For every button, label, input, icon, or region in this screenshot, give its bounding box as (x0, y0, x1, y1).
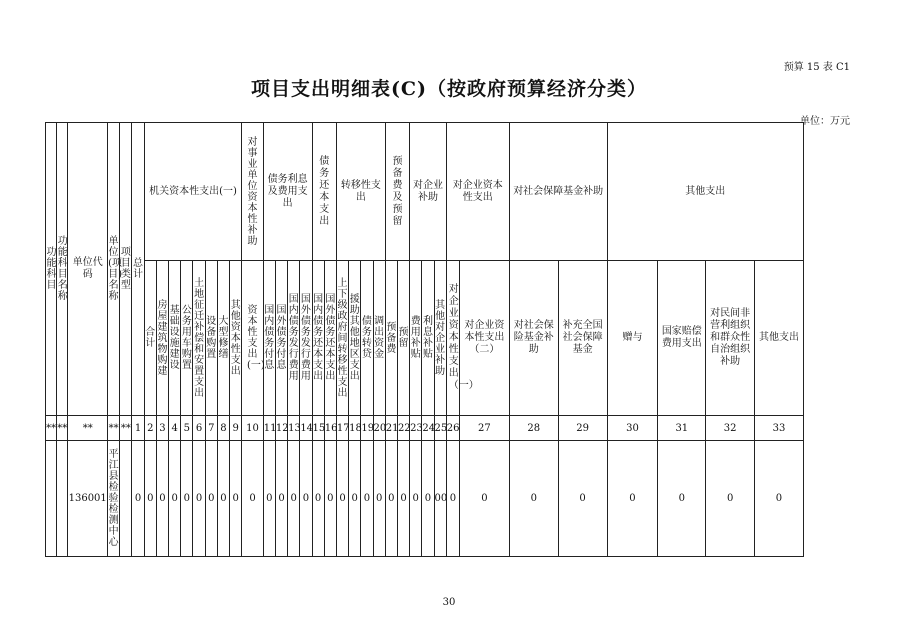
group-reserve: 预备费及预留 (385, 123, 409, 261)
column-number: 12 (275, 416, 287, 441)
value-cell: 0 (169, 441, 181, 557)
code-cell: ** (68, 416, 108, 441)
header-total: 总计 (132, 123, 144, 416)
subheader: 国内债务还本支出 (312, 261, 324, 416)
column-number: 6 (193, 416, 205, 441)
header-func-name: 功能科目名称 (57, 123, 68, 416)
subheader: 其他支出 (755, 261, 804, 416)
value-cell: 0 (755, 441, 804, 557)
column-number: 21 (385, 416, 397, 441)
header-project-type: 项目类型 (120, 123, 132, 416)
subheader: 补充全国社会保障基金 (558, 261, 607, 416)
value-cell: 0 (373, 441, 385, 557)
value-cell: 0 (349, 441, 361, 557)
subheader: 房屋建筑物购建 (156, 261, 168, 416)
subheader: 对社会保险基金补助 (509, 261, 558, 416)
column-number: 5 (181, 416, 193, 441)
group-capital-expenditure: 机关资本性支出(一) (144, 123, 242, 261)
subheader: 国内债务发行费用 (288, 261, 300, 416)
value-cell: 0 (132, 441, 144, 557)
value-cell: 0 (361, 441, 373, 557)
column-number: 23 (410, 416, 422, 441)
subheader: 国内债务付息 (263, 261, 275, 416)
column-number: 1 (132, 416, 144, 441)
value-cell: 0 (558, 441, 607, 557)
value-cell: 0 (217, 441, 229, 557)
header-func-code: 功能科目 (46, 123, 57, 416)
page-title: 项目支出明细表(C)（按政府预算经济分类） (250, 78, 648, 100)
column-number: 16 (324, 416, 336, 441)
column-number: 30 (607, 416, 658, 441)
subheader: 设备购置 (205, 261, 217, 416)
column-number: 15 (312, 416, 324, 441)
value-cell: 0 (336, 441, 348, 557)
column-number: 14 (300, 416, 312, 441)
value-cell: 0 (410, 441, 422, 557)
subheader: 土地征迁补偿和安置支出 (193, 261, 205, 416)
value-cell: 00 (434, 441, 446, 557)
subheader: 其他对企业补助 (434, 261, 446, 416)
column-number: 22 (397, 416, 409, 441)
column-number: 26 (446, 416, 459, 441)
subheader: 赠与 (607, 261, 658, 416)
value-cell: 0 (275, 441, 287, 557)
value-cell: 0 (263, 441, 275, 557)
value-cell: 0 (658, 441, 706, 557)
func-code-cell (46, 441, 57, 557)
column-number: 2 (144, 416, 156, 441)
subheader: 国家赔偿费用支出 (658, 261, 706, 416)
project-type-cell (120, 441, 132, 557)
subheader: 债务转贷 (361, 261, 373, 416)
column-number: 19 (361, 416, 373, 441)
func-name-cell (57, 441, 68, 557)
expenditure-table (45, 122, 851, 557)
value-cell: 0 (288, 441, 300, 557)
group-enterprise-subsidy: 对企业补助 (410, 123, 447, 261)
column-number: 4 (169, 416, 181, 441)
column-number: 28 (509, 416, 558, 441)
unit-label: 单位：万元 (800, 116, 850, 127)
value-cell: 0 (205, 441, 217, 557)
group-debt-principal: 债务还本支出 (312, 123, 336, 261)
value-cell: 0 (300, 441, 312, 557)
subheader: 公务用车购置 (181, 261, 193, 416)
value-cell: 0 (706, 441, 755, 557)
group-other-expenditure: 其他支出 (607, 123, 803, 261)
value-cell: 0 (422, 441, 434, 557)
code-cell: ** (46, 416, 57, 441)
code-cell: ** (120, 416, 132, 441)
value-cell: 0 (509, 441, 558, 557)
column-number: 10 (242, 416, 263, 441)
subheader: 预留 (397, 261, 409, 416)
value-cell: 0 (397, 441, 409, 557)
subheader: 合计 (144, 261, 156, 416)
table-row (46, 441, 851, 557)
column-number: 32 (706, 416, 755, 441)
subheader: 上下级政府间转移性支出 (336, 261, 348, 416)
column-number: 27 (459, 416, 509, 441)
column-number: 25 (434, 416, 446, 441)
value-cell: 0 (446, 441, 459, 557)
value-cell: 0 (459, 441, 509, 557)
subheader: 调出资金 (373, 261, 385, 416)
header-unit-name: 单位(项目)名称 (108, 123, 120, 416)
column-number: 24 (422, 416, 434, 441)
subheader: 预备费 (385, 261, 397, 416)
code-cell: ** (108, 416, 120, 441)
column-number: 29 (558, 416, 607, 441)
code-cell: ** (57, 416, 68, 441)
value-cell: 0 (181, 441, 193, 557)
group-enterprise-capital: 对企业资本性支出 (446, 123, 509, 261)
subheader: 对民间非营利组织和群众性自治组织补助 (706, 261, 755, 416)
subheader: 援助其他地区支出 (349, 261, 361, 416)
group-social-security-fund: 对社会保障基金补助 (509, 123, 607, 261)
subheader: 费用补贴 (410, 261, 422, 416)
subheader: 国外债务发行费用 (300, 261, 312, 416)
subheader: 其他资本性支出 (230, 261, 242, 416)
subheader: 资本性支出(一) (242, 261, 263, 416)
column-number: 8 (217, 416, 229, 441)
value-cell: 0 (230, 441, 242, 557)
subheader: 国外债务付息 (275, 261, 287, 416)
value-cell: 0 (312, 441, 324, 557)
value-cell: 0 (144, 441, 156, 557)
unit-name-cell: 平江县检验检测中心 (108, 441, 120, 557)
subheader: 国外债务还本支出 (324, 261, 336, 416)
unit-code-cell: 136001 (68, 441, 108, 557)
column-number: 31 (658, 416, 706, 441)
group-transfer-expenditure: 转移性支出 (336, 123, 385, 261)
page-number: 30 (442, 597, 456, 608)
value-cell: 0 (607, 441, 658, 557)
column-number: 9 (230, 416, 242, 441)
form-reference: 预算 15 表 C1 (783, 62, 850, 73)
subheader: 对企业资本性支出（一） (446, 261, 459, 416)
value-cell: 0 (385, 441, 397, 557)
column-number: 3 (156, 416, 168, 441)
subheader: 对企业资本性支出（二） (459, 261, 509, 416)
value-cell: 0 (156, 441, 168, 557)
value-cell: 0 (324, 441, 336, 557)
code-row (46, 416, 851, 441)
column-number: 7 (205, 416, 217, 441)
column-number: 13 (288, 416, 300, 441)
column-number: 20 (373, 416, 385, 441)
column-number: 33 (755, 416, 804, 441)
value-cell: 0 (242, 441, 263, 557)
column-number: 18 (349, 416, 361, 441)
header-unit-code: 单位代码 (68, 123, 108, 416)
value-cell: 0 (193, 441, 205, 557)
group-debt-interest: 债务利息及费用支出 (263, 123, 312, 261)
column-number: 11 (263, 416, 275, 441)
subheader: 利息补贴 (422, 261, 434, 416)
group-institution-capital-subsidy: 对事业单位资本性补助 (242, 123, 263, 261)
subheader: 基础设施建设 (169, 261, 181, 416)
column-number: 17 (336, 416, 348, 441)
subheader: 大型修缮 (217, 261, 229, 416)
